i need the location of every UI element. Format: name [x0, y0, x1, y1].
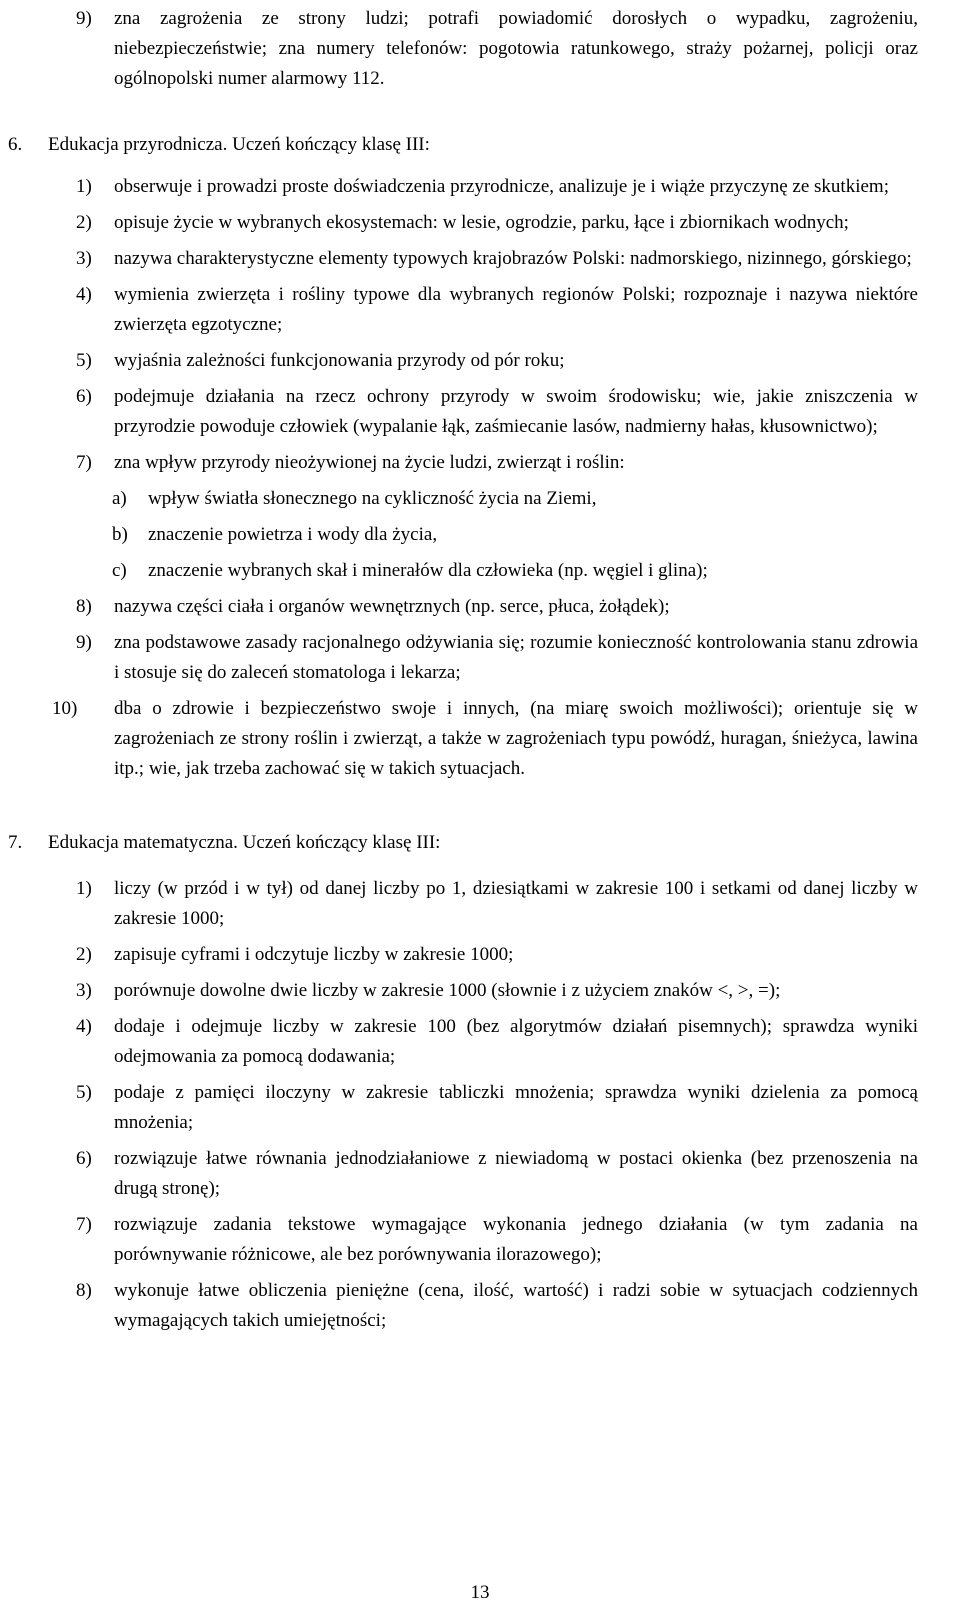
list-item: [0, 1144, 918, 1204]
list-item: [0, 382, 918, 442]
list-item: [0, 346, 918, 376]
list-item: [0, 1012, 918, 1072]
item-text: dba o zdrowie i bezpieczeństwo swoje i innych, (na miarę swoich możliwości); orientuje się w zagrożeniach ze strony roślin i zwierząt, a także w zagrożeniach typu powódź, huragan, śnieżyca, lawina itp.; wie, jak trzeba zachować się w takich sytuacjach.: [114, 698, 918, 779]
list-item: [0, 172, 918, 202]
item-number: 6): [76, 1148, 92, 1169]
item-number: 3): [76, 980, 92, 1001]
sub-item-text: znaczenie wybranych skał i minerałów dla człowieka (np. węgiel i glina);: [148, 560, 708, 581]
item-text: zna wpływ przyrody nieożywionej na życie ludzi, zwierząt i roślin:: [114, 452, 625, 473]
list-item: [0, 628, 918, 688]
sub-item-letter: b): [112, 524, 128, 545]
sub-list-item: [0, 520, 918, 550]
item-text: dodaje i odejmuje liczby w zakresie 100 (bez algorytmów działań pisemnych); sprawdza wyniki odejmowania za pomocą dodawania;: [114, 1016, 918, 1067]
item-text: opisuje życie w wybranych ekosystemach: w lesie, ogrodzie, parku, łące i zbiornikach wodnych;: [114, 212, 849, 233]
item-number: 6): [76, 386, 92, 407]
page-number: 13: [470, 1582, 490, 1603]
item-text: zapisuje cyframi i odczytuje liczby w zakresie 1000;: [114, 944, 514, 965]
item-text: podaje z pamięci iloczyny w zakresie tabliczki mnożenia; sprawdza wyniki dzielenia za pomocą mnożenia;: [114, 1082, 918, 1133]
list-item: [0, 208, 918, 238]
item-text: wykonuje łatwe obliczenia pieniężne (cena, ilość, wartość) i radzi sobie w sytuacjach codziennych wymagających takich umiejętności;: [114, 1280, 918, 1331]
item-number: 2): [76, 212, 92, 233]
item-number: 8): [76, 1280, 92, 1301]
section-title: Edukacja matematyczna. Uczeń kończący klasę III:: [48, 832, 441, 853]
sub-list-item: [0, 484, 918, 514]
item-text: podejmuje działania na rzecz ochrony przyrody w swoim środowisku; wie, jakie zniszczenia w przyrodzie powoduje człowiek (wypalanie łąk, zaśmiecanie lasów, nadmierny hałas, kłusownictwo);: [114, 386, 918, 437]
list-item: [0, 940, 918, 970]
list-item: [0, 244, 918, 274]
item-number: 4): [76, 284, 92, 305]
item-number: 9): [76, 8, 92, 29]
item-number: 4): [76, 1016, 92, 1037]
item-number: 7): [76, 452, 92, 473]
list-item: [0, 874, 918, 934]
item-number: 1): [76, 176, 92, 197]
list-item: [0, 1276, 918, 1336]
item-text: obserwuje i prowadzi proste doświadczenia przyrodnicze, analizuje je i wiąże przyczynę ze skutkiem;: [114, 176, 889, 197]
item-text: rozwiązuje zadania tekstowe wymagające wykonania jednego działania (w tym zadania na porównywanie różnicowe, ale bez porównywania ilorazowego);: [114, 1214, 918, 1265]
list-item: [0, 4, 918, 94]
sub-item-letter: a): [112, 488, 127, 509]
item-text: zna zagrożenia ze strony ludzi; potrafi powiadomić dorosłych o wypadku, zagrożeniu, niebezpieczeństwie; zna numery telefonów: pogotowia ratunkowego, straży pożarnej, policji oraz ogólnopolski numer alarmowy 112.: [114, 8, 918, 89]
item-number: 7): [76, 1214, 92, 1235]
item-number: 3): [76, 248, 92, 269]
list-item: [0, 448, 918, 478]
item-text: liczy (w przód i w tył) od danej liczby po 1, dziesiątkami w zakresie 100 i setkami od danej liczby w zakresie 1000;: [114, 878, 918, 929]
item-number: 2): [76, 944, 92, 965]
sub-list-item: [0, 556, 918, 586]
list-item: [0, 694, 918, 784]
item-text: nazywa części ciała i organów wewnętrznych (np. serce, płuca, żołądek);: [114, 596, 670, 617]
item-text: porównuje dowolne dwie liczby w zakresie 1000 (słownie i z użyciem znaków <, >, =);: [114, 980, 781, 1001]
sub-item-text: znaczenie powietrza i wody dla życia,: [148, 524, 438, 545]
item-number: 10): [52, 698, 78, 719]
item-text: wyjaśnia zależności funkcjonowania przyrody od pór roku;: [114, 350, 565, 371]
section-title: Edukacja przyrodnicza. Uczeń kończący klasę III:: [48, 134, 430, 155]
section-heading: [0, 828, 918, 858]
list-item: [0, 1078, 918, 1138]
list-item: [0, 1210, 918, 1270]
item-number: 1): [76, 878, 92, 899]
item-number: 5): [76, 350, 92, 371]
item-number: 8): [76, 596, 92, 617]
item-text: zna podstawowe zasady racjonalnego odżywiania się; rozumie konieczność kontrolowania stanu zdrowia i stosuje się do zaleceń stomatologa i lekarza;: [114, 632, 918, 683]
list-item: [0, 976, 918, 1006]
sub-item-text: wpływ światła słonecznego na cykliczność życia na Ziemi,: [148, 488, 597, 509]
list-item: [0, 280, 918, 340]
section-number: 7.: [8, 832, 23, 853]
item-number: 5): [76, 1082, 92, 1103]
item-text: wymienia zwierzęta i rośliny typowe dla wybranych regionów Polski; rozpoznaje i nazywa niektóre zwierzęta egzotyczne;: [114, 284, 918, 335]
item-text: nazywa charakterystyczne elementy typowych krajobrazów Polski: nadmorskiego, nizinnego, górskiego;: [114, 248, 912, 269]
section-number: 6.: [8, 134, 23, 155]
item-text: rozwiązuje łatwe równania jednodziałaniowe z niewiadomą w postaci okienka (bez przenoszenia na drugą stronę);: [114, 1148, 918, 1199]
sub-item-letter: c): [112, 560, 127, 581]
section-heading: [0, 130, 918, 160]
list-item: [0, 592, 918, 622]
item-number: 9): [76, 632, 92, 653]
